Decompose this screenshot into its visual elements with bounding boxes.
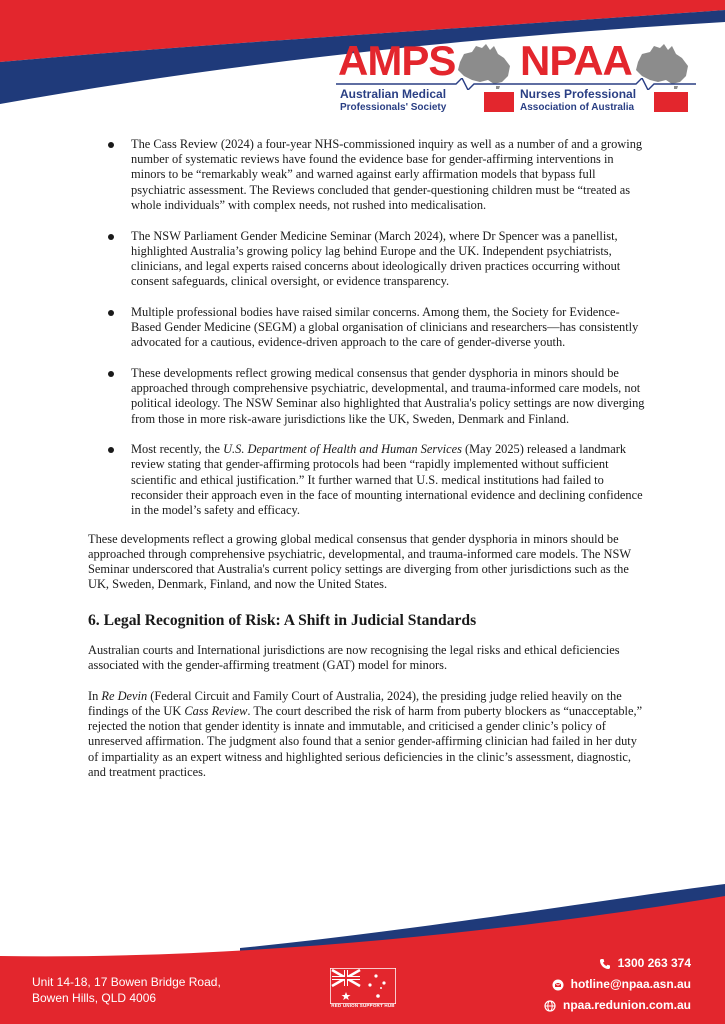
bullet-icon	[108, 310, 114, 316]
list-item: Most recently, the U.S. Department of Health and Human Services (May 2025) released a landmark review stating that gender-affirming protocols had been “rapidly implemented without sufficient scientific and ethical justification.” It further warned that U.S. medical institutions had failed to reconsider their approach even in the face of mounting international evidence and declining confidence in the model’s safety and efficacy.	[88, 442, 648, 518]
npaa-red-bar	[654, 92, 688, 112]
amps-npaa-logo	[336, 38, 696, 118]
australian-flag-icon	[330, 968, 396, 1004]
npaa-wordmark: NPAA	[520, 37, 632, 84]
email-address[interactable]: hotline@npaa.asn.au	[570, 977, 691, 991]
bullet-list	[88, 137, 648, 518]
bullet-icon	[108, 142, 114, 148]
website-link[interactable]: npaa.redunion.com.au	[562, 998, 691, 1012]
amps-wordmark: AMPS	[338, 37, 456, 84]
hub-caption: RED UNION SUPPORT HUB	[331, 1003, 395, 1008]
list-item: The Cass Review (2024) a four-year NHS-commissioned inquiry as well as a number of and a growing number of systematic reviews have found the evidence base for gender-affirming interventions in minors to be “remarkably weak” and warned against early affirmation models that bypass full psychiatric assessment. The Reviews concluded that gender-questioning children must be “treated as whole individuals” with complex needs, not rushed into medicalisation.	[88, 137, 648, 213]
npaa-subtitle: Nurses Professional Association of Australia	[520, 87, 637, 113]
bullet-icon	[108, 371, 114, 377]
footer-address: Unit 14-18, 17 Bowen Bridge Road, Bowen Hills, QLD 4006	[32, 975, 221, 1005]
bullet-icon	[108, 447, 114, 453]
bullet-icon	[108, 234, 114, 240]
amps-subtitle: Australian Medical Professionals' Society	[340, 87, 447, 113]
list-item: These developments reflect growing medical consensus that gender dysphoria in minors should be approached through comprehensive psychiatric, developmental, and trauma-informed care models, not political ideology. The NSW Seminar also highlighted that Australia's policy settings are now diverging from those in more risk-aware jurisdictions like the UK, Sweden, Denmark and Finland.	[88, 366, 648, 427]
website-row[interactable]	[544, 995, 691, 1016]
summary-paragraph: These developments reflect a growing global medical consensus that gender dysphoria in minors should be approached through comprehensive psychiatric, developmental, and trauma-informed care models. The NSW Seminar underscored that Australia's current policy settings are diverging from other jurisdictions such as the UK, Sweden, Denmark, Finland, and now the United States.	[88, 531, 631, 592]
footer-contacts	[544, 953, 691, 1016]
globe-icon	[544, 1000, 556, 1012]
list-item: Multiple professional bodies have raised similar concerns. Among them, the Society for Evidence-Based Gender Medicine (SEGM) a global organisation of clinicians and researchers—has consistently advocated for a cautious, evidence-driven approach to the care of gender-diverse youth.	[88, 305, 648, 351]
list-item: The NSW Parliament Gender Medicine Seminar (March 2024), where Dr Spencer was a panellist, highlighted Australia’s growing policy lag behind Europe and the UK. Independent psychiatrists, clinicians, and legal experts raised concerns about ideologically driven practices occurring without consent safeguards, clinical oversight, or evidence transparency.	[88, 229, 648, 290]
phone-icon	[599, 958, 611, 970]
section-paragraph: Australian courts and International jurisdictions are now recognising the legal risks and ethical deficiencies associated with the gender-affirming treatment (GAT) model for minors.	[88, 642, 620, 672]
section-paragraph: In Re Devin (Federal Circuit and Family Court of Australia, 2024), the presiding judge relied heavily on the findings of the UK Cass Review. The court described the risk of harm from puberty blockers as “unacceptable,” rejected the notion that gender identity is innate and immutable, and criticised a gender clinic’s policy of unreserved affirmation. The judgment also found that a senior gender-affirming clinician had failed in her duty of impartiality as an expert witness and highlighted serious deficiencies in the clinic’s assessment, diagnostic, and treatment practices.	[88, 688, 643, 779]
email-icon	[552, 979, 564, 991]
email-row[interactable]	[544, 974, 691, 995]
document-body	[88, 137, 648, 795]
phone-number[interactable]: 1300 263 374	[617, 956, 691, 970]
phone-row[interactable]	[544, 953, 691, 974]
section-heading: 6. Legal Recognition of Risk: A Shift in Judicial Standards	[88, 611, 477, 629]
amps-red-bar	[484, 92, 514, 112]
